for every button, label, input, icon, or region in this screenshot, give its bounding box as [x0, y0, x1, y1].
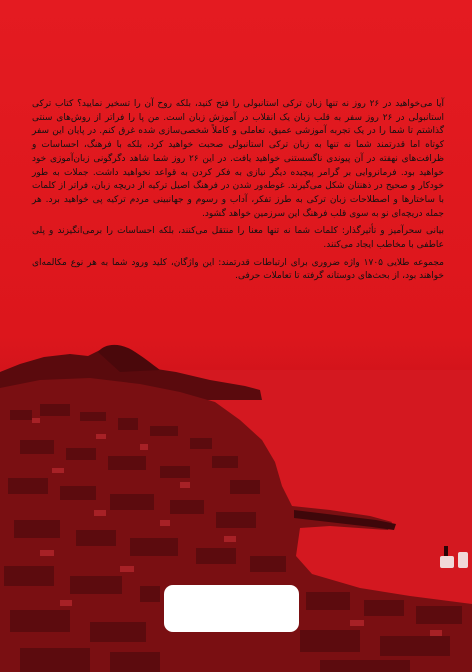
intro-paragraph: آیا می‌خواهید در ۲۶ روز نه تنها زبان ترکی استانبولی را فتح کنید، بلکه روح آن را تسخیر نمایید؟ کتاب ترکی استانبولی در ۲۶ روز سفر به قلب زبان یک انقلاب در آموزش زبان است. من پا را فراتر از روش‌های سنتی گذاشتم تا شما را در یک تجربه آموزشی عمیق، تعاملی و کاملاً شخصی‌سازی شده غرق کنم. در پایان این سفر کوتاه اما قدرتمند شما نه تنها به زبان ترکی استانبولی صحبت خواهید کرد، بلکه با فرهنگ، احساسات و ظرافت‌های نهفته در آن پیوندی ناگسستنی خواهید یافت. در این ۲۶ روز شما شاهد دگرگونی زبان‌آموزی خود خواهید بود. فرمانروایی بر گرامر پیچیده دیگر نیازی به فکر کردن به قواعد نخواهید داشت. جملات به طور خودکار و صحیح در ذهنتان شکل می‌گیرند. غوطه‌ور شدن در فرهنگ اصیل ترکیه از دریچه زبان، فراتر از کلمات با ساختارها و اصطلاحات زبان ترکی به طرز تفکر، آداب و رسوم و جهانبینی مردم ترکیه پی خواهید برد. هر جمله دریچه‌ای نو به سوی قلب فرهنگ این سرزمین خواهد گشود. [32, 99, 444, 219]
price-sticker-blank [164, 585, 299, 632]
feature-paragraph-vocabulary: مجموعه طلایی ۱۷۰۵ واژه ضروری برای ارتباطات قدرتمند: این واژگان، کلید ورود شما به هر نوع مکالمه‌ای خواهند بود، از بحث‌های دوستانه گرفته تا تعاملات حرفی. [32, 257, 444, 282]
feature-paragraph-expression: بیانی سحرآمیز و تأثیرگذار: کلمات شما نه تنها معنا را منتقل می‌کنند، بلکه احساسات را برمی‌انگیزند و پلی عاطفی با مخاطب ایجاد می‌کنند. [32, 226, 444, 251]
description-text [32, 98, 444, 288]
